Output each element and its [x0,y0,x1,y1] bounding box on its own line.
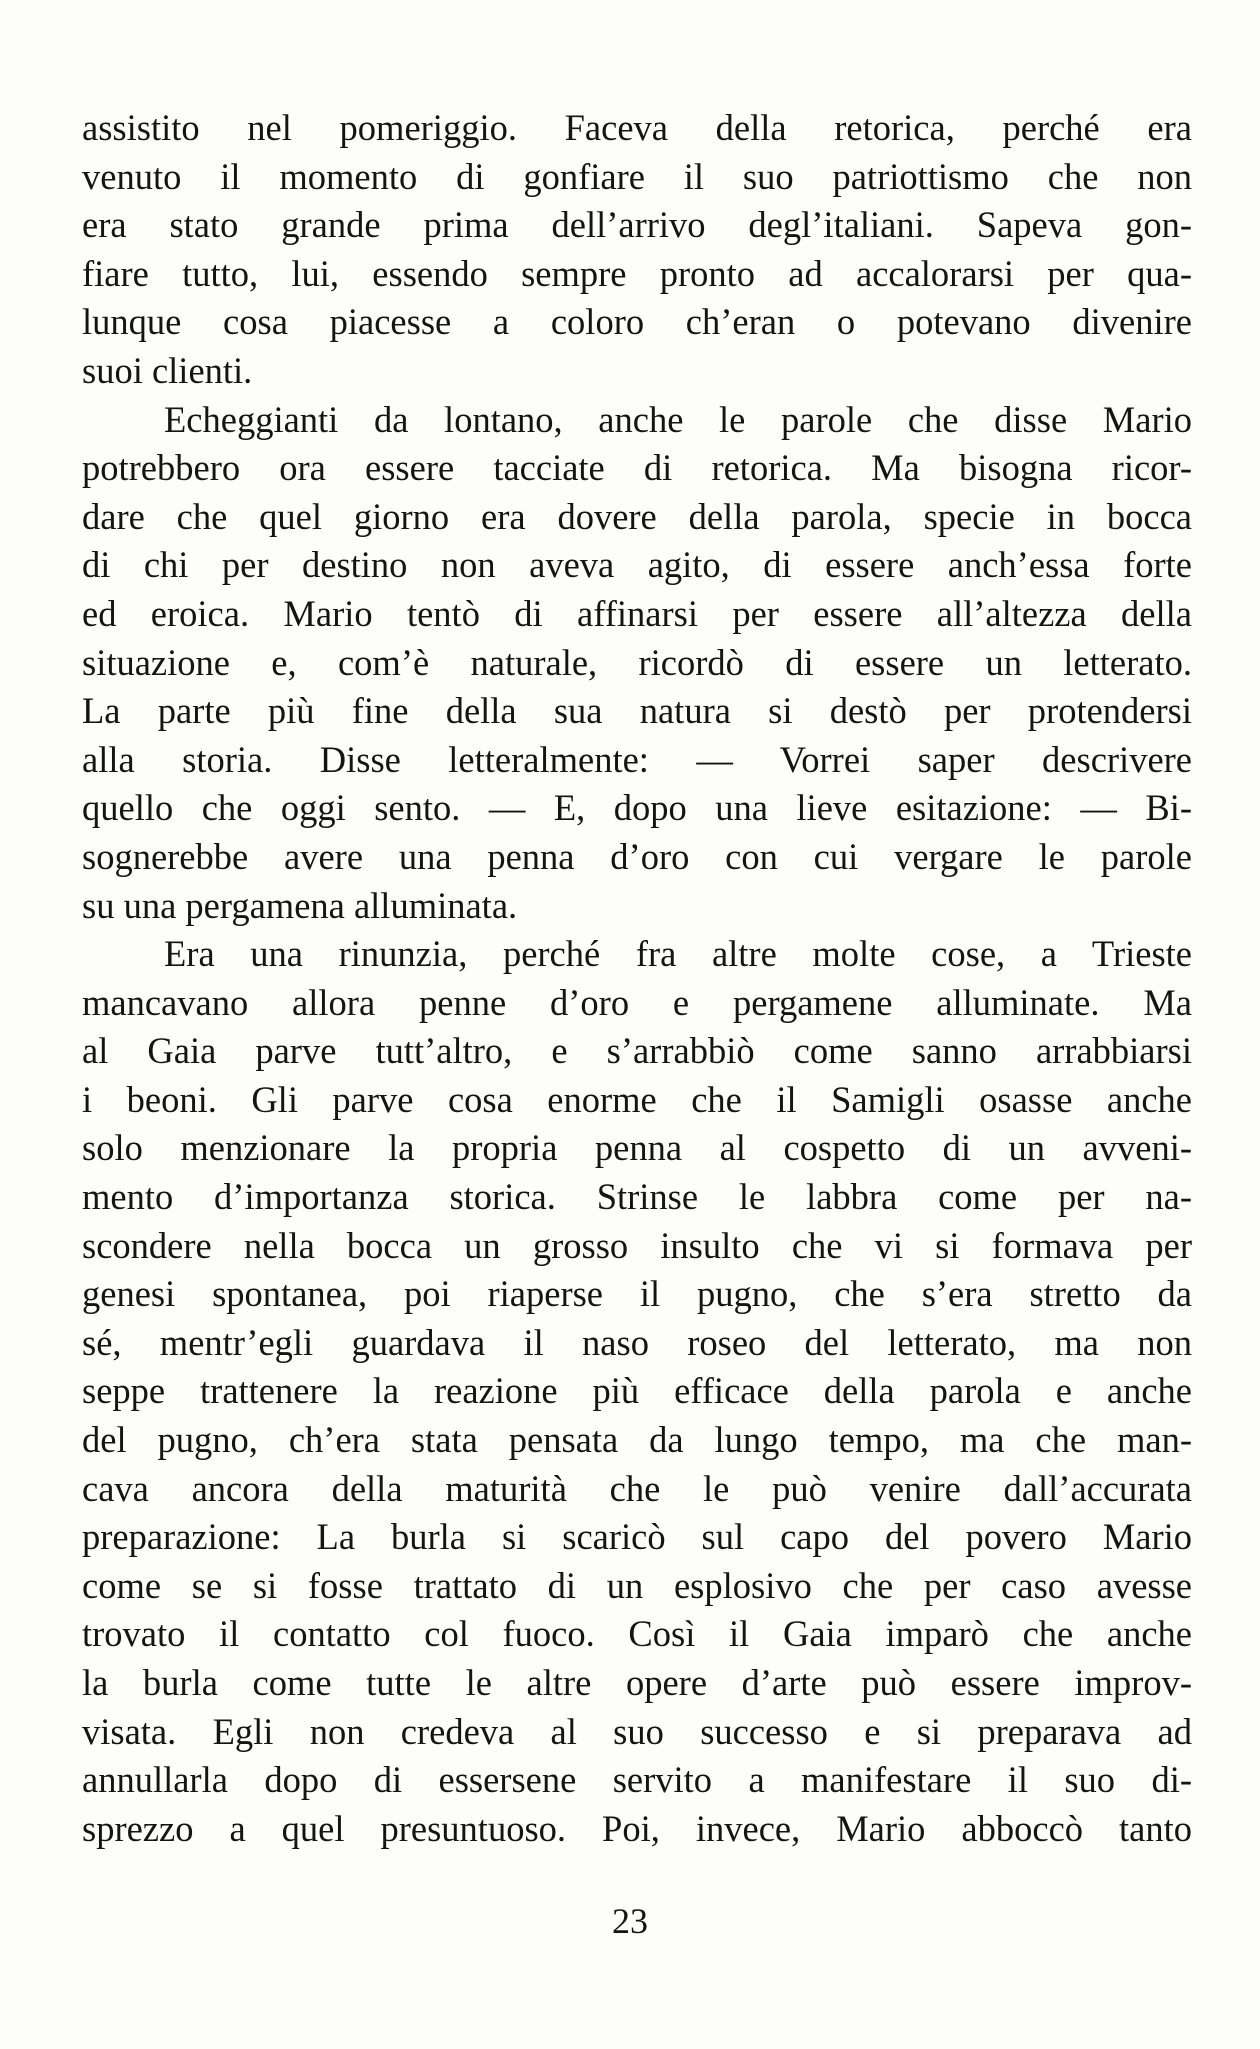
text-line: potrebbero ora essere tacciate di retorica. Ma bisogna ricor- [82,447,1192,489]
text-line: ed eroica. Mario tentò di affinarsi per essere all’altezza della [82,592,1192,634]
text-line: visata. Egli non credeva al suo successo e si preparava ad [82,1710,1192,1752]
text-line: lunque cosa piacesse a coloro ch’eran o potevano divenire [82,301,1192,343]
text-line: seppe trattenere la reazione più efficace della parola e anche [82,1370,1192,1412]
text-line: Echeggianti da lontano, anche le parole che disse Mario [164,398,1192,440]
text-line: annullarla dopo di essersene servito a manifestare il suo di- [82,1759,1192,1801]
text-line: preparazione: La burla si scaricò sul capo del povero Mario [82,1516,1192,1558]
text-line: alla storia. Disse letteralmente: — Vorrei saper descrivere [82,738,1192,780]
text-line: la burla come tutte le altre opere d’arte può essere improv- [82,1662,1192,1703]
text-line: su una pergamena alluminata. [82,884,518,926]
text-line: suoi clienti. [82,349,253,391]
text-line: i beoni. Gli parve cosa enorme che il Samigli osasse anche [82,1078,1192,1120]
text-line: come se si fosse trattato di un esplosivo che per caso avesse [82,1564,1192,1606]
text-line: di chi per destino non aveva agito, di essere anch’essa forte [82,544,1192,586]
text-line: solo menzionare la propria penna al cospetto di un avveni- [82,1127,1192,1169]
text-line: genesi spontanea, poi riaperse il pugno, che s’era stretto da [82,1273,1192,1315]
text-line: fiare tutto, lui, essendo sempre pronto ad accalorarsi per qua- [82,252,1192,294]
text-line: sé, mentr’egli guardava il naso roseo del letterato, ma non [82,1321,1192,1363]
text-line: cava ancora della maturità che le può venire dall’accurata [82,1467,1192,1509]
text-line: venuto il momento di gonfiare il suo patriottismo che non [82,155,1192,197]
text-line: quello che oggi sento. — E, dopo una lieve esitazione: — Bi- [82,787,1192,829]
text-line: mento d’importanza storica. Strinse le labbra come per na- [82,1176,1192,1218]
text-line: trovato il contatto col fuoco. Così il Gaia imparò che anche [82,1613,1192,1655]
text-line: Era una rinunzia, perché fra altre molte cose, a Trieste [164,933,1192,975]
text-line: sprezzo a quel presuntuoso. Poi, invece, Mario abboccò tanto [82,1807,1192,1849]
text-line: era stato grande prima dell’arrivo degl’italiani. Sapeva gon- [82,204,1192,246]
text-line: dare che quel giorno era dovere della parola, specie in bocca [82,495,1192,537]
text-line: del pugno, ch’era stata pensata da lungo tempo, ma che man- [82,1419,1192,1461]
text-line: sognerebbe avere una penna d’oro con cui vergare le parole [82,835,1192,877]
text-line: situazione e, com’è naturale, ricordò di essere un letterato. [82,641,1192,683]
page-number: 23 [612,1901,648,1941]
text-line: mancavano allora penne d’oro e pergamene alluminate. Ma [82,981,1192,1023]
text-line: al Gaia parve tutt’altro, e s’arrabbiò come sanno arrabbiarsi [82,1030,1192,1072]
body-text [82,104,1192,1853]
text-line: La parte più fine della sua natura si destò per protendersi [82,690,1192,732]
text-line: scondere nella bocca un grosso insulto che vi si formava per [82,1224,1192,1266]
text-line: assistito nel pomeriggio. Faceva della retorica, perché era [82,107,1192,148]
